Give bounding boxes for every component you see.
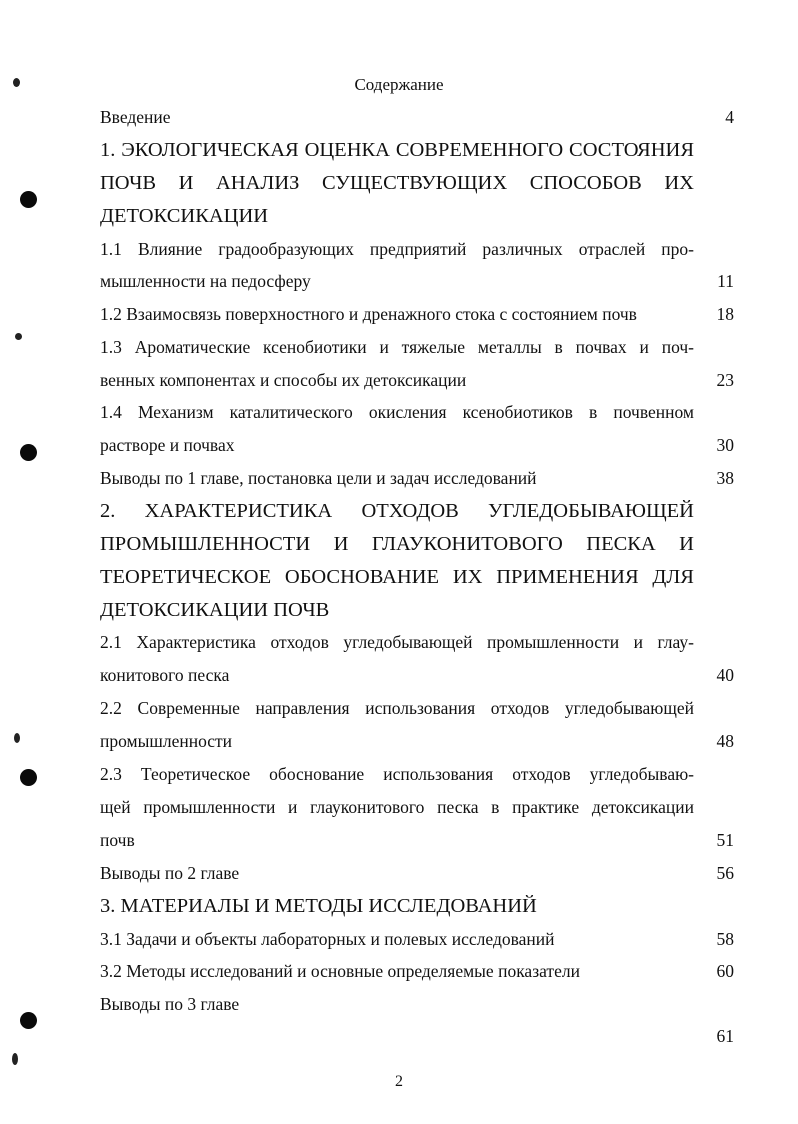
- toc-entry-intro-page: 4: [725, 107, 734, 127]
- toc-entry-conclusions-2-page: 56: [716, 863, 734, 883]
- toc-entry-conclusions-3-line: Выводы по 3 главе: [100, 994, 240, 1014]
- toc-chapter-1-line-2: ПОЧВ И АНАЛИЗ СУЩЕСТВУЮЩИХ СПОСОБОВ ИХ: [100, 172, 694, 194]
- scan-speck-icon: [12, 1053, 18, 1065]
- toc-chapter-2-line-4: ДЕТОКСИКАЦИИ ПОЧВ: [100, 599, 330, 621]
- toc-title: Содержание: [354, 75, 444, 94]
- toc-entry-1-1-line-2: мышленности на педосферу: [100, 271, 311, 291]
- toc-entry-conclusions-1-page: 38: [716, 468, 734, 488]
- toc-entry-1-1-line-1: 1.1 Влияние градообразующих предприятий различных отраслей про-: [100, 239, 694, 259]
- toc-entry-1-3-line-2: венных компонентах и способы их детоксикации: [100, 370, 467, 390]
- toc-entry-1-2-line-1: 1.2 Взаимосвязь поверхностного и дренажного стока с состоянием почв: [100, 304, 637, 324]
- punch-hole-icon: [20, 769, 37, 786]
- toc-entry-2-1-line-1: 2.1 Характеристика отходов угледобывающей промышленности и глау-: [100, 632, 694, 652]
- toc-entry-2-2-line-2: промышленности: [100, 731, 233, 751]
- toc-chapter-2-line-2: ПРОМЫШЛЕННОСТИ И ГЛАУКОНИТОВОГО ПЕСКА И: [100, 533, 694, 555]
- page-number: 2: [395, 1073, 403, 1090]
- toc-entry-2-3-line-1: 2.3 Теоретическое обоснование использования отходов угледобываю-: [100, 764, 694, 784]
- toc-entry-1-3-page: 23: [716, 370, 734, 390]
- toc-entry-conclusions-2-line: Выводы по 2 главе: [100, 863, 240, 883]
- toc-entry-1-4-page: 30: [716, 435, 734, 455]
- toc-chapter-1-line-3: ДЕТОКСИКАЦИИ: [100, 205, 269, 227]
- toc-chapter-2-line-3: ТЕОРЕТИЧЕСКОЕ ОБОСНОВАНИЕ ИХ ПРИМЕНЕНИЯ ДЛЯ: [100, 566, 694, 588]
- toc-entry-2-3-line-3: почв: [100, 830, 135, 850]
- toc-entry-conclusions-1-line: Выводы по 1 главе, постановка цели и задач исследований: [100, 468, 537, 488]
- toc-entry-2-1-line-2: конитового песка: [100, 665, 230, 685]
- toc-entry-2-3-line-2: щей промышленности и глауконитового песка в практике детоксикации: [100, 797, 694, 817]
- scan-speck-icon: [15, 333, 22, 340]
- toc-entry-3-1-page: 58: [716, 929, 734, 949]
- toc-entry-1-3-line-1: 1.3 Ароматические ксенобиотики и тяжелые металлы в почвах и поч-: [100, 337, 694, 357]
- toc-entry-3-2-line-1: 3.2 Методы исследований и основные определяемые показатели: [100, 961, 580, 981]
- toc-entry-2-1-page: 40: [716, 665, 734, 685]
- toc-chapter-1-line-1: 1. ЭКОЛОГИЧЕСКАЯ ОЦЕНКА СОВРЕМЕННОГО СОСТОЯНИЯ: [100, 139, 694, 161]
- punch-hole-icon: [20, 444, 37, 461]
- toc-entry-2-3-page: 51: [716, 830, 734, 850]
- toc-entry-2-2-line-1: 2.2 Современные направления использования отходов угледобывающей: [100, 698, 694, 718]
- toc-entry-1-4-line-1: 1.4 Механизм каталитического окисления ксенобиотиков в почвенном: [100, 402, 694, 422]
- toc-entry-conclusions-3-page: 61: [716, 1026, 734, 1046]
- toc-entry-1-2-page: 18: [716, 304, 734, 324]
- toc-entry-intro-line: Введение: [100, 107, 171, 127]
- punch-hole-icon: [20, 1012, 37, 1029]
- toc-entry-1-1-page: 11: [717, 271, 734, 291]
- toc-entry-3-1-line-1: 3.1 Задачи и объекты лабораторных и полевых исследований: [100, 929, 555, 949]
- punch-hole-icon: [20, 191, 37, 208]
- toc-chapter-2-line-1: 2. ХАРАКТЕРИСТИКА ОТХОДОВ УГЛЕДОБЫВАЮЩЕЙ: [100, 500, 694, 522]
- toc-entry-3-2-page: 60: [716, 961, 734, 981]
- toc-entry-2-2-page: 48: [716, 731, 734, 751]
- toc-chapter-3-line-1: 3. МАТЕРИАЛЫ И МЕТОДЫ ИССЛЕДОВАНИЙ: [100, 895, 537, 917]
- toc-entry-1-4-line-2: растворе и почвах: [100, 435, 235, 455]
- scan-speck-icon: [14, 733, 20, 743]
